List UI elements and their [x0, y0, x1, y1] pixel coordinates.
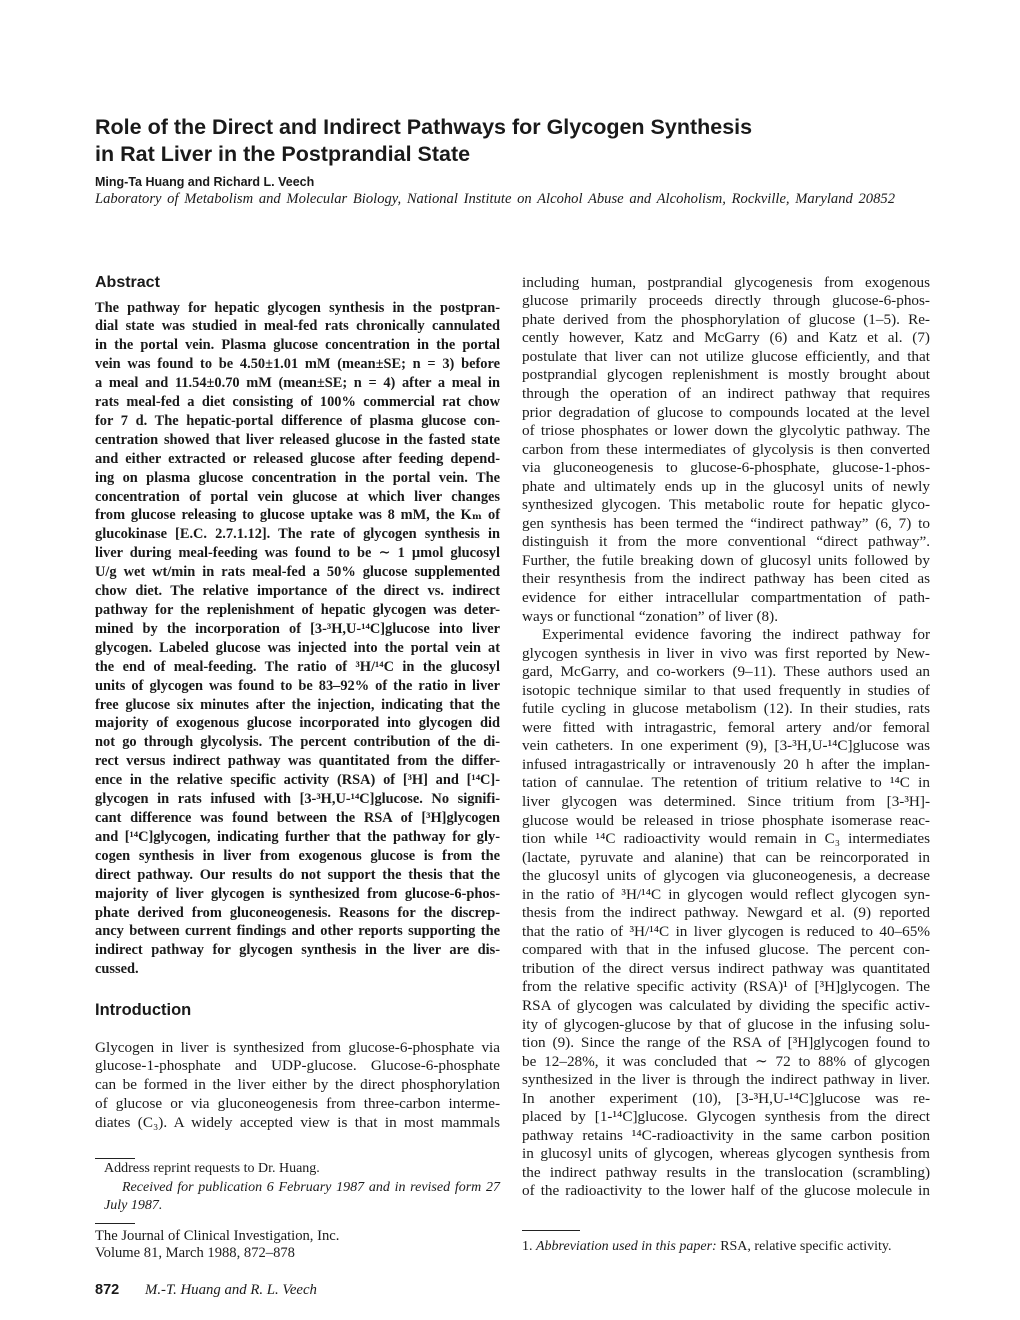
body-line: Further, the futile breaking down of glucosyl units followed by	[522, 551, 930, 569]
abstract-line: units of glycogen was found to be 83–92% of the ratio in liver	[95, 677, 500, 694]
body-line: Experimental evidence favoring the indirect pathway for	[542, 626, 930, 644]
footnote-number: 1.	[522, 1239, 533, 1254]
body-line: the glucosyl units of glycogen via gluconeogenesis, a decrease	[522, 867, 930, 885]
body-line: pathway retains ¹⁴C-radioactivity in the same carbon position	[522, 1126, 930, 1144]
body-line: postprandial glycogen replenishment is mostly brought about	[522, 366, 930, 384]
body-line: were fitted with intragastric, femoral artery and/or femoral	[522, 718, 930, 736]
body-line: including human, postprandial glycogenesis from exogenous	[522, 273, 930, 291]
reprint-note: Address reprint requests to Dr. Huang.	[104, 1161, 320, 1176]
abstract-line: glycogen in rats infused with [3-³H,U-¹⁴C]glucose. No signifi-	[95, 791, 500, 808]
body-line: In another experiment (10), [3-³H,U-¹⁴C]glucose was re-	[522, 1089, 930, 1107]
body-line: (lactate, pyruvate and alanine) that can be reincorporated in	[522, 848, 930, 866]
abstract-line: ing on plasma glucose concentration in the portal vein. The	[95, 469, 500, 486]
affiliation: Laboratory of Metabolism and Molecular Biology, National Institute on Alcohol Abuse and Alcoholism, Rockville, Maryland 20852	[95, 191, 895, 207]
abstract-line: majority of liver glycogen is synthesized from glucose-6-phos-	[95, 885, 500, 902]
abstract-line: cant difference was found between the RSA of [³H]glycogen	[95, 809, 500, 826]
abstract-body	[95, 299, 500, 980]
introduction-heading: Introduction	[95, 1001, 192, 1019]
page-number: 872	[95, 1282, 120, 1298]
received-note	[104, 1179, 500, 1216]
body-line: in the ratio of ³H/¹⁴C in glycogen would reflect glycogen syn-	[522, 885, 930, 903]
body-line: futile cycling in glucose metabolism (12). In their studies, rats	[522, 700, 930, 718]
abstract-line: concentration of portal vein glucose at which liver changes	[95, 488, 500, 505]
body-line: gard, McGarry, and co-workers (9–11). These authors used an	[522, 663, 930, 681]
body-line: vein catheters. In one experiment (9), [3-³H,U-¹⁴C]glucose was	[522, 737, 930, 755]
body-line: be 12–28%, it was concluded that ∼ 72 to 88% of glycogen	[522, 1052, 930, 1070]
abstract-line: majority of exogenous glucose incorporated into glycogen did	[95, 715, 500, 732]
title-line-1: Role of the Direct and Indirect Pathways for Glycogen Synthesis	[95, 115, 753, 139]
intro-line: can be formed in the liver either by the direct phosphorylation	[95, 1076, 500, 1094]
body-line: glucose primarily proceeds directly through glucose-6-phos-	[522, 292, 930, 310]
footnote-abbreviation	[522, 1238, 892, 1255]
abstract-line: not go through glycolysis. The percent contribution of the di-	[95, 734, 500, 751]
abstract-line: centration showed that liver released glucose in the fasted state	[95, 431, 500, 448]
body-line: phate derived from the phosphorylation of glucose (1–5). Re-	[522, 310, 930, 328]
journal-name: The Journal of Clinical Investigation, Inc.	[95, 1227, 340, 1244]
abstract-line: from glucose releasing to glucose uptake was 8 mM, the Kₘ of	[95, 507, 500, 524]
received-line: July 1987.	[104, 1198, 163, 1213]
body-line: from the relative specific activity (RSA)¹ of [³H]glycogen. The	[522, 978, 930, 996]
body-line: in glucosyl units of glycogen, whereas glycogen synthesis from	[522, 1145, 930, 1163]
abstract-line: dial state was studied in meal-fed rats chronically cannulated	[95, 318, 500, 335]
right-column	[522, 274, 930, 1201]
footnote-rule	[95, 1158, 135, 1159]
intro-line: glucose-1-phosphate and UDP-glucose. Glucose-6-phosphate	[95, 1057, 500, 1075]
abstract-line: glucokinase [E.C. 2.7.1.12]. The rate of glycogen synthesis in	[95, 526, 500, 543]
body-line: carbon from these intermediates of glycolysis is then converted	[522, 440, 930, 458]
running-author: M.-T. Huang and R. L. Veech	[145, 1282, 317, 1298]
body-line: liver glycogen was determined. Since tritium from [3-³H]-	[522, 793, 930, 810]
body-line: distinguish it from the more conventional “direct pathway”.	[522, 533, 930, 551]
body-line: glucose would be released in triose phosphate isomerase reac-	[522, 811, 930, 829]
abstract-line: The pathway for hepatic glycogen synthesis in the postpran-	[95, 299, 500, 316]
abstract-line: vein was found to be 4.50±1.01 mM (mean±SE; n = 3) before	[95, 356, 500, 373]
received-line: Received for publication 6 February 1987 and in revised form 27	[122, 1179, 500, 1195]
body-line: tation of cannulae. The retention of tritium relative to ¹⁴C in	[522, 774, 930, 792]
body-line: prior degradation of glucose to compounds located at the level	[522, 403, 930, 421]
abstract-line: direct pathway. Our results do not support the thesis that the	[95, 866, 500, 883]
footnote-rule-right	[522, 1230, 580, 1231]
abstract-line: cogen synthesis in liver from exogenous glucose is from the	[95, 847, 500, 864]
intro-line: of glucose or via gluconeogenesis from three-carbon interme-	[95, 1094, 500, 1112]
right-paragraph-1	[522, 274, 930, 626]
body-line: via gluconeogenesis to glucose-6-phosphate, glucose-1-phos-	[522, 459, 930, 477]
abstract-line: a meal and 11.54±0.70 mM (mean±SE; n = 4) after a meal in	[95, 375, 500, 392]
body-line: their resynthesis from the indirect pathway has been cited as	[522, 570, 930, 588]
abstract-line: and either extracted or released glucose after feeding depend-	[95, 450, 500, 467]
body-line: compared with that in the infused glucose. The percent con-	[522, 941, 930, 959]
body-line: RSA of glycogen was calculated by dividing the specific activ-	[522, 997, 930, 1015]
abstract-line: rect versus indirect pathway was quantitated from the differ-	[95, 753, 500, 770]
footnote-label: Abbreviation used in this paper:	[536, 1239, 717, 1254]
abstract-line: indirect pathway for glycogen synthesis in the liver are dis-	[95, 942, 500, 959]
body-line: through the operation of an indirect pathway that requires	[522, 384, 930, 402]
abstract-line: rats meal-fed a diet consisting of 100% commercial rat chow	[95, 394, 500, 411]
title-line-2: in Rat Liver in the Postprandial State	[95, 142, 471, 166]
introduction-body	[95, 1039, 500, 1133]
abstract-line: in the portal vein. Plasma glucose concentration in the portal	[95, 337, 500, 354]
intro-line: diates (C₃). A widely accepted view is that in most mammals	[95, 1113, 500, 1131]
abstract-line: ence in the relative specific activity (RSA) of [³H] and [¹⁴C]-	[95, 772, 500, 789]
body-line: glycogen synthesis in liver in vivo was first reported by New-	[522, 644, 930, 662]
abstract-line: mined by the incorporation of [3-³H,U-¹⁴C]glucose into liver	[95, 620, 500, 637]
body-line: isotopic technique similar to that used frequently in studies of	[522, 681, 930, 699]
journal-rule	[95, 1223, 135, 1224]
body-line: ways or functional “zonation” of liver (8).	[522, 607, 778, 625]
journal-info	[95, 1228, 339, 1262]
journal-volume: Volume 81, March 1988, 872–878	[95, 1244, 295, 1261]
article-title	[95, 114, 752, 168]
abstract-line: free glucose six minutes after the injection, indicating that the	[95, 696, 500, 713]
body-line: tribution of the direct versus indirect pathway was quantitated	[522, 959, 930, 977]
abstract-line: chow diet. The relative importance of the direct vs. indirect	[95, 583, 500, 600]
abstract-line: U/g wet wt/min in rats meal-fed a 50% glucose supplemented	[95, 564, 500, 581]
body-line: that the ratio of ³H/¹⁴C in liver glycogen is reduced to 40–65%	[522, 922, 930, 940]
abstract-line: cussed.	[95, 961, 139, 978]
abstract-line: liver during meal-feeding was found to be ∼ 1 µmol glucosyl	[95, 545, 500, 562]
body-line: the indirect pathway results in the translocation (scrambling)	[522, 1163, 930, 1181]
body-line: placed by [1-¹⁴C]glucose. Glycogen synthesis from the direct	[522, 1108, 930, 1126]
abstract-line: for 7 d. The hepatic-portal difference of plasma glucose con-	[95, 412, 500, 429]
author-line: Ming-Ta Huang and Richard L. Veech	[95, 175, 315, 189]
body-line: of triose phosphates or lower down the glycolytic pathway. The	[522, 422, 930, 440]
abstract-line: pathway for the replenishment of hepatic glycogen was deter-	[95, 602, 500, 618]
footnote-text: RSA, relative specific activity.	[720, 1239, 892, 1254]
body-line: synthesized glycogen. This metabolic route for hepatic glyco-	[522, 496, 930, 514]
body-line: tion while ¹⁴C radioactivity would remain in C₃ intermediates	[522, 830, 930, 848]
body-line: infused intragastrically or intravenously 20 h after the implan-	[522, 755, 930, 773]
body-line: of the radioactivity to the lower half of the glucose molecule in	[522, 1182, 930, 1200]
abstract-line: the end of meal-feeding. The ratio of ³H/¹⁴C in the glucosyl	[95, 658, 500, 675]
body-line: ity of glycogen-glucose by that of glucose in the infusing solu-	[522, 1015, 930, 1033]
body-line: thesis from the indirect pathway. Newgard et al. (9) reported	[522, 904, 930, 922]
abstract-line: glycogen. Labeled glucose was injected into the portal vein at	[95, 639, 500, 656]
abstract-heading: Abstract	[95, 274, 160, 291]
abstract-line: and [¹⁴C]glycogen, indicating further that the pathway for gly-	[95, 828, 500, 845]
intro-line: Glycogen in liver is synthesized from glucose-6-phosphate via	[95, 1038, 500, 1056]
body-line: gen synthesis has been termed the “indirect pathway” (6, 7) to	[522, 514, 930, 532]
body-line: phate and ultimately ends up in the glucosyl units of newly	[522, 477, 930, 495]
abstract-line: ancy between current findings and other reports supporting the	[95, 923, 500, 940]
body-line: evidence for either intracellular compartmentation of path-	[522, 588, 930, 606]
body-line: synthesized in the liver is through the indirect pathway in liver.	[522, 1071, 930, 1089]
body-line: postulate that liver can not utilize glucose efficiently, and that	[522, 347, 930, 365]
right-paragraph-2	[522, 626, 930, 1201]
body-line: cently however, Katz and McGarry (6) and Katz et al. (7)	[522, 329, 930, 347]
abstract-line: phate derived from gluconeogenesis. Reasons for the discrep-	[95, 904, 500, 921]
body-line: tion (9). Since the range of the RSA of [³H]glycogen found to	[522, 1034, 930, 1052]
